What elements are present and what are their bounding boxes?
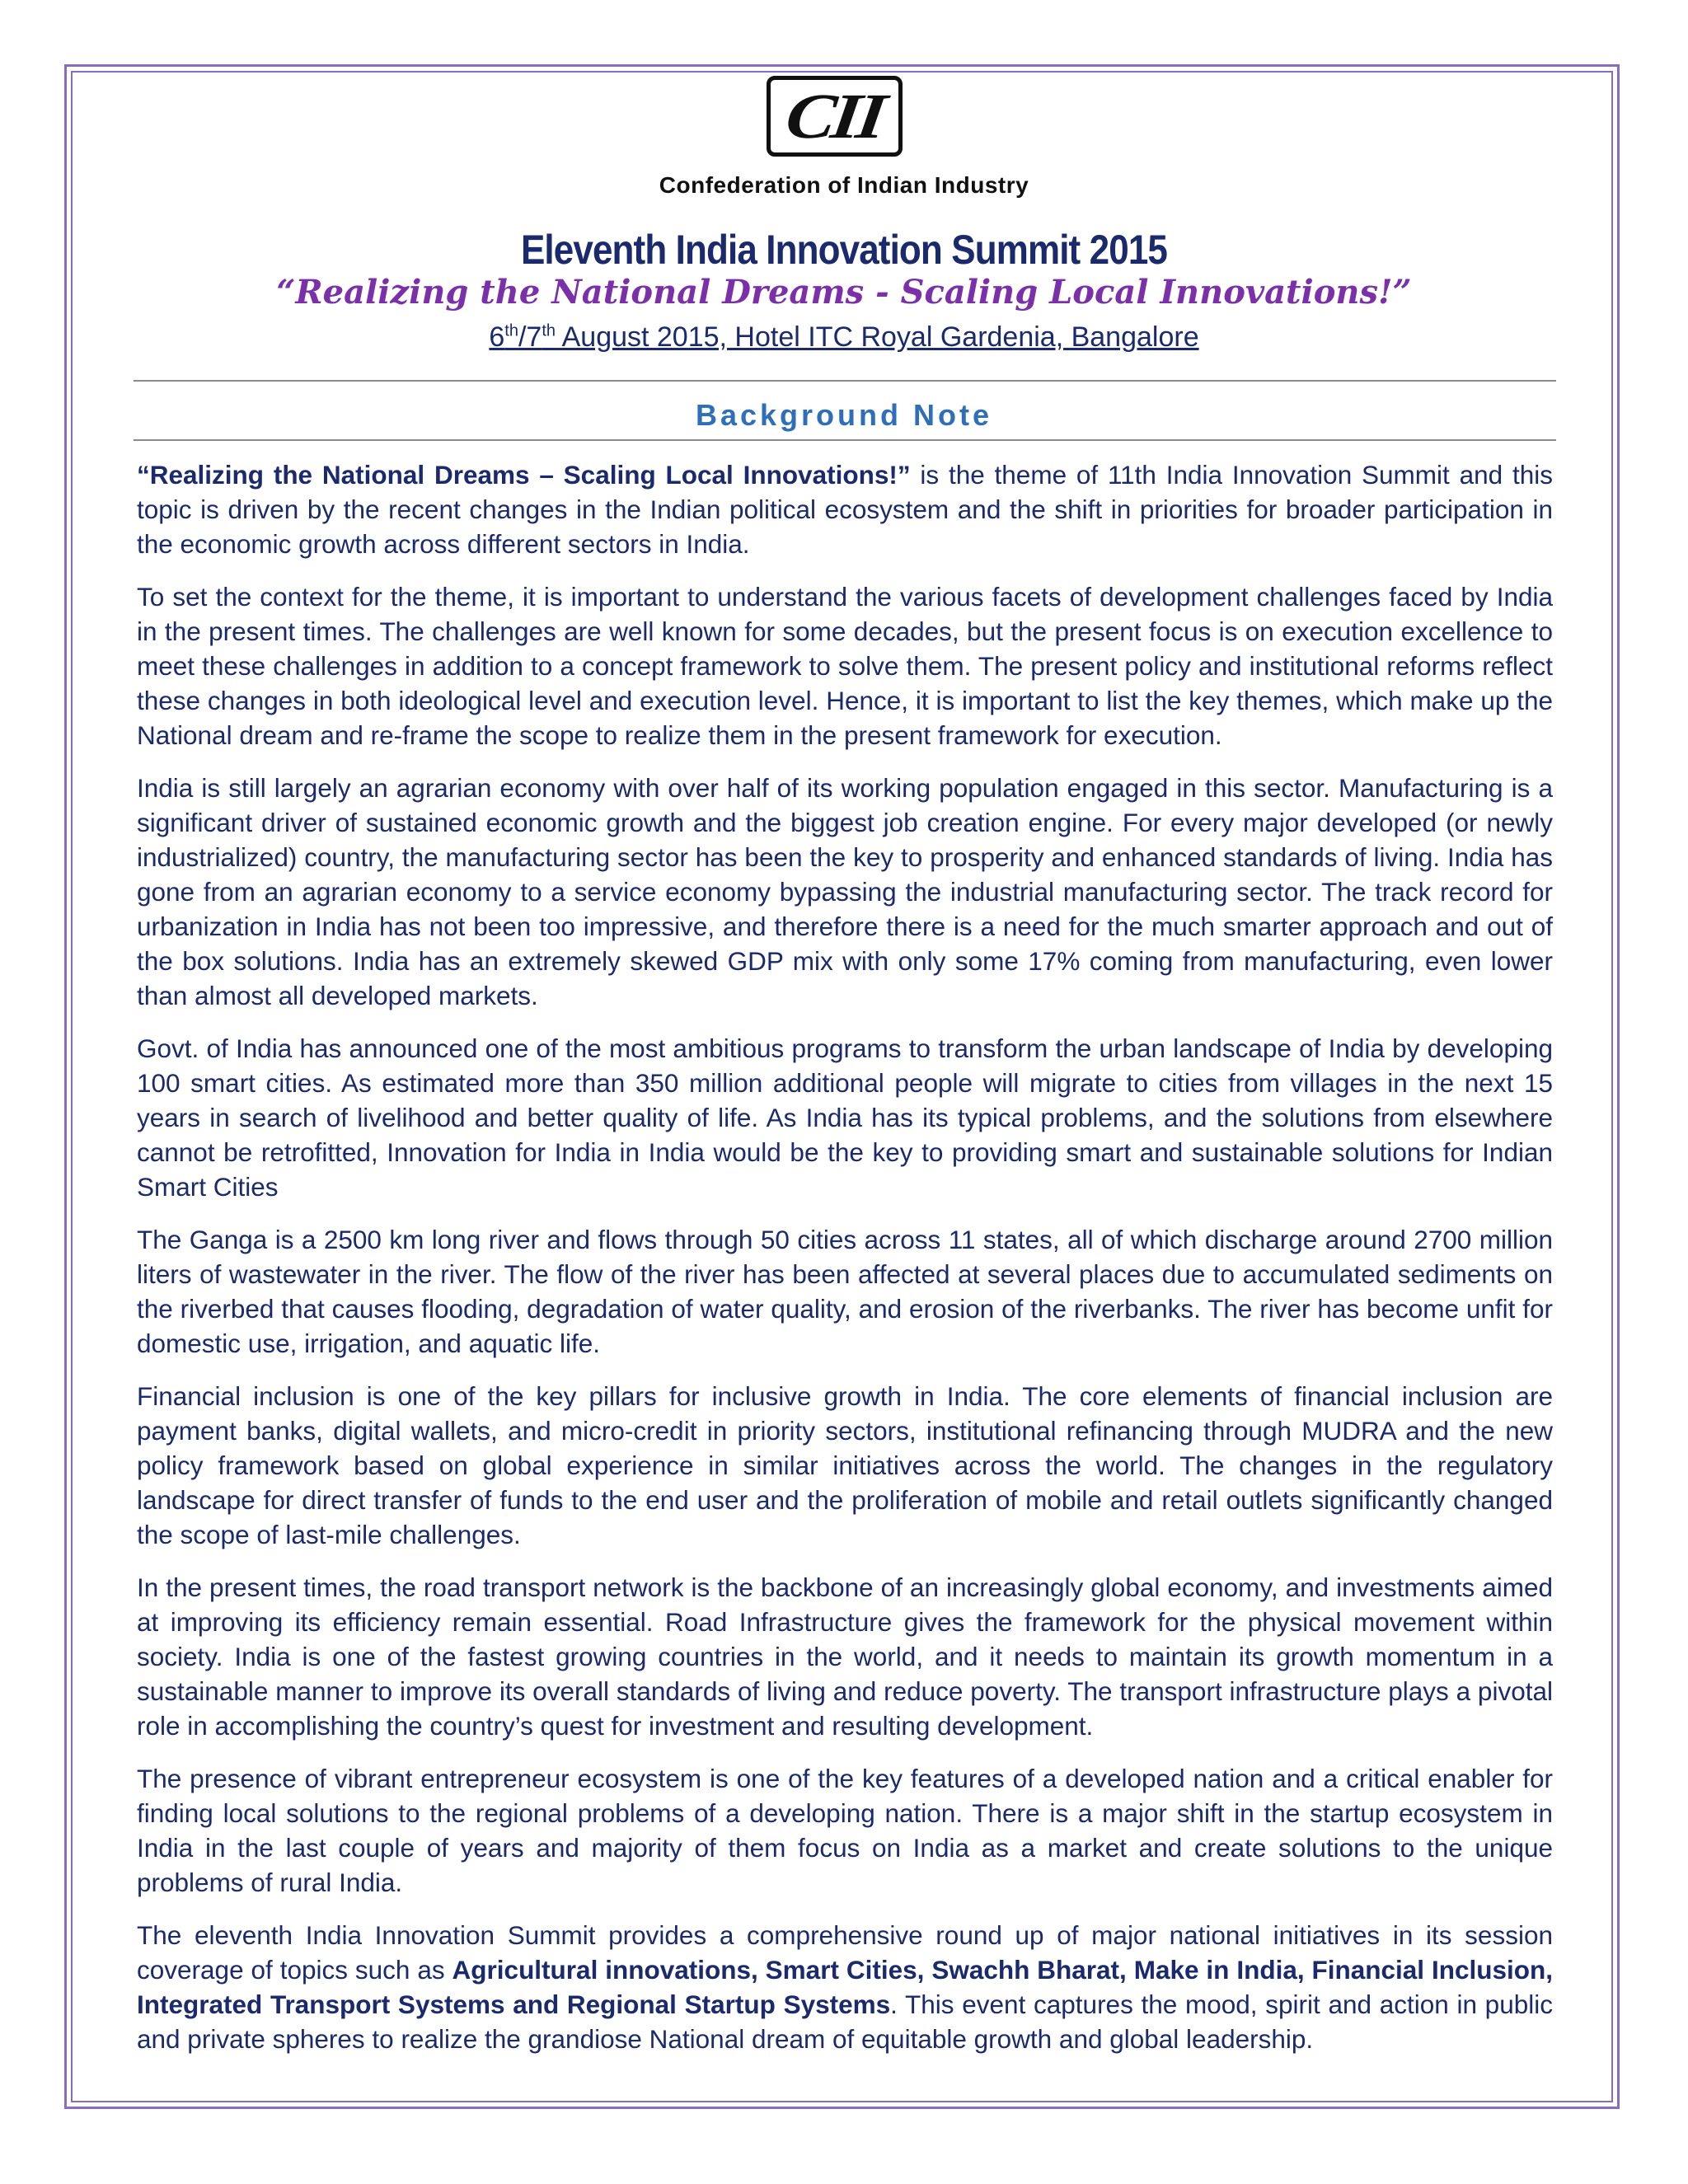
organization-name: Confederation of Indian Industry <box>659 172 1029 198</box>
paragraph-6: Financial inclusion is one of the key pillars for inclusive growth in India. The core elements of financial inclusion are payment banks, digital wallets, and micro-credit in priority sectors, institutional refinancing through MUDRA and the new policy framework based on global experience in similar initiatives across the world. The changes in the regulatory landscape for direct transfer of funds to the end user and the proliferation of mobile and retail outlets significantly changed the scope of last-mile challenges. <box>137 1381 1553 1549</box>
paragraph-1-theme: “Realizing the National Dreams – Scaling Local Innovations!” <box>137 460 911 490</box>
paragraph-9-end: . This event captures the mood, spirit and action in public and private spheres to realize the grandiose National dream of equitable growth and global leadership. <box>137 1990 1553 2054</box>
event-date-venue <box>0 321 1688 354</box>
date-separator: /7 <box>518 321 542 353</box>
cii-logo <box>767 76 903 157</box>
paragraph-7: In the present times, the road transport network is the backbone of an increasingly global economy, and investments aimed at improving its efficiency remain essential. Road Infrastructure gives the framework for the physical movement within society. India is one of the fastest growing countries in the world, and it needs to maintain its growth momentum in a sustainable manner to improve its overall standards of living and reduce poverty. The transport infrastructure plays a pivotal role in accomplishing the country’s quest for investment and resulting development. <box>137 1572 1553 1741</box>
divider-bottom <box>134 439 1556 441</box>
cii-logo-text: CII <box>781 80 888 152</box>
body-content <box>137 457 1553 2074</box>
summit-tagline: “Realizing the National Dreams - Scaling Local Innovations!” <box>276 273 1412 312</box>
paragraph-9 <box>137 1918 1553 2056</box>
paragraph-1 <box>137 457 1553 561</box>
date-day2-suffix: th <box>542 321 556 340</box>
paragraph-9-start: The eleventh India Innovation Summit provides a comprehensive round up of major national initiatives in its session coverage of topics such as <box>137 1920 1553 1985</box>
date-venue-text: August 2015, Hotel ITC Royal Gardenia, Bangalore <box>556 321 1199 353</box>
section-heading: Background Note <box>695 398 993 432</box>
paragraph-5: The Ganga is a 2500 km long river and flows through 50 cities across 11 states, all of which discharge around 2700 million liters of wastewater in the river. The flow of the river has been affected at several places due to accumulated sediments on the riverbed that causes flooding, degradation of water quality, and erosion of the riverbanks. The river has become unfit for domestic use, irrigation, and aquatic life. <box>137 1225 1553 1358</box>
paragraph-8: The presence of vibrant entrepreneur ecosystem is one of the key features of a developed nation and a critical enabler for finding local solutions to the regional problems of a developing nation. There is a major shift in the startup ecosystem in India in the last couple of years and majority of them focus on India as a market and create solutions to the unique problems of rural India. <box>137 1764 1553 1897</box>
paragraph-9-topics: Agricultural innovations, Smart Cities, Swachh Bharat, Make in India, Financial Inclusion, Integrated Transport Systems and Regional Startup Systems <box>137 1955 1553 2019</box>
paragraph-2: To set the context for the theme, it is important to understand the various facets of development challenges faced by India in the present times. The challenges are well known for some decades, but the present focus is on execution excellence to meet these challenges in addition to a concept framework to solve them. The present policy and institutional reforms reflect these changes in both ideological level and execution level. Hence, it is important to list the key themes, which make up the National dream and re-frame the scope to realize them in the present framework for execution. <box>137 582 1553 750</box>
summit-title: Eleventh India Innovation Summit 2015 <box>520 227 1168 273</box>
paragraph-1-text: is the theme of 11th India Innovation Summit and this topic is driven by the recent changes in the Indian political ecosystem and the shift in priorities for broader participation in the economic growth across different sectors in India. <box>137 460 1553 559</box>
paragraph-3: India is still largely an agrarian economy with over half of its working population engaged in this sector. Manufacturing is a significant driver of sustained economic growth and the biggest job creation engine. For every major developed (or newly industrialized) country, the manufacturing sector has been the key to prosperity and enhanced standards of living. India has gone from an agrarian economy to a service economy bypassing the industrial manufacturing sector. The track record for urbanization in India has not been too impressive, and therefore there is a need for the much smarter approach and out of the box solutions. India has an extremely skewed GDP mix with only some 17% coming from manufacturing, even lower than almost all developed markets. <box>137 773 1553 1010</box>
divider-top <box>134 380 1556 382</box>
paragraph-4: Govt. of India has announced one of the most ambitious programs to transform the urban landscape of India by developing 100 smart cities. As estimated more than 350 million additional people will migrate to cities from villages in the next 15 years in search of livelihood and better quality of life. As India has its typical problems, and the solutions from elsewhere cannot be retrofitted, Innovation for India in India would be the key to providing smart and sustainable solutions for Indian Smart Cities <box>137 1033 1553 1202</box>
date-day1: 6 <box>489 321 505 353</box>
date-day1-suffix: th <box>504 321 518 340</box>
